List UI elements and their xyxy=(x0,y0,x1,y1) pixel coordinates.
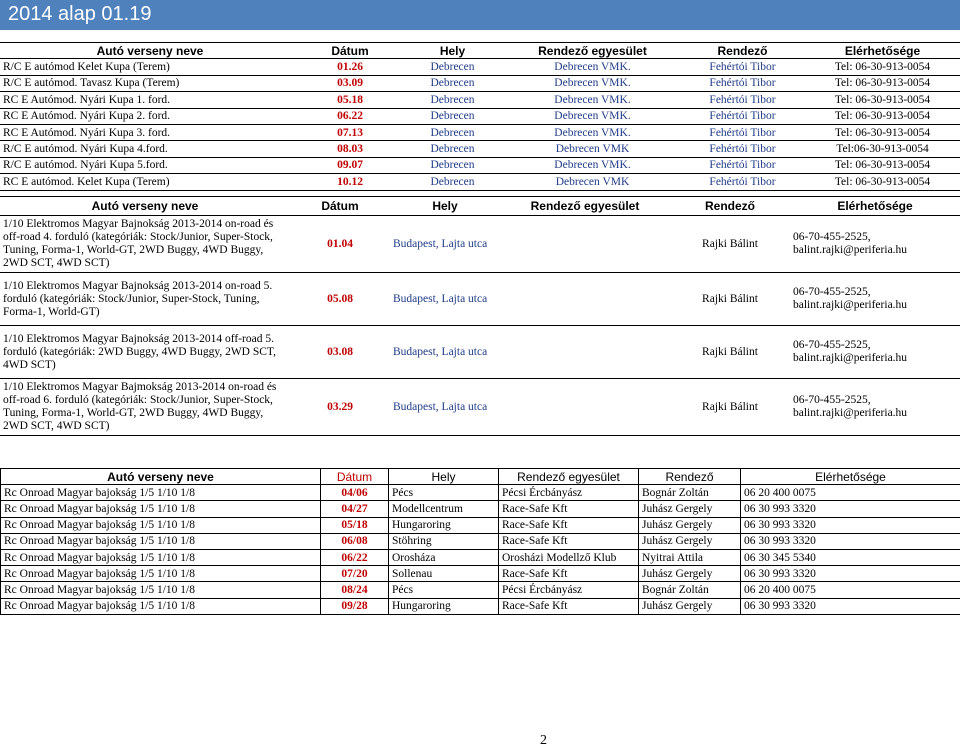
organizer-cell: Rajki Bálint xyxy=(670,379,790,436)
header-contact: Elérhetősége xyxy=(805,43,960,59)
header-date: Dátum xyxy=(321,469,389,485)
organizer-org-cell: Debrecen VMK. xyxy=(505,59,680,75)
event-name-cell: R/C E autómod Kelet Kupa (Terem) xyxy=(0,59,300,75)
header-organizer: Rendező xyxy=(670,197,790,216)
organizer-cell: Fehértói Tibor xyxy=(680,157,805,173)
organizer-cell: Fehértói Tibor xyxy=(680,141,805,157)
header-contact: Elérhetősége xyxy=(741,469,960,485)
table-row xyxy=(0,59,960,75)
organizer-org-cell xyxy=(500,379,670,436)
header-organizer: Rendező xyxy=(680,43,805,59)
events-table-debrecen xyxy=(0,42,960,191)
organizer-org-cell: Race-Safe Kft xyxy=(499,501,639,517)
organizer-org-cell xyxy=(500,273,670,326)
header-event-name: Autó verseny neve xyxy=(0,197,290,216)
header-organizer-org: Rendező egyesület xyxy=(505,43,680,59)
organizer-cell: Juhász Gergely xyxy=(639,501,741,517)
place-cell: Hungaroring xyxy=(389,598,499,614)
header-contact: Elérhetősége xyxy=(790,197,960,216)
place-cell: Budapest, Lajta utca xyxy=(390,379,500,436)
title-bar xyxy=(0,0,960,30)
place-cell: Debrecen xyxy=(400,157,505,173)
organizer-org-cell: Pécsi Ércbányász xyxy=(499,582,639,598)
event-name-cell: Rc Onroad Magyar bajokság 1/5 1/10 1/8 xyxy=(1,582,321,598)
table-row xyxy=(0,141,960,157)
contact-cell: 06-70-455-2525, balint.rajki@periferia.hu xyxy=(790,273,960,326)
table-row xyxy=(0,92,960,108)
table-row xyxy=(1,582,960,598)
place-cell: Pécs xyxy=(389,485,499,501)
table-row xyxy=(0,326,960,379)
place-cell: Debrecen xyxy=(400,174,505,190)
contact-cell: 06 30 993 3320 xyxy=(741,566,960,582)
organizer-cell: Juhász Gergely xyxy=(639,533,741,549)
organizer-org-cell xyxy=(500,216,670,273)
event-name-cell: 1/10 Elektromos Magyar Bajnokság 2013-2014 on-road 5. forduló (kategóriák: Stock/Junior, Super-Stock, Tuning, Forma-1, World-GT) xyxy=(0,273,290,326)
date-cell: 01.04 xyxy=(290,216,390,273)
header-organizer-org: Rendező egyesület xyxy=(500,197,670,216)
date-cell: 08/24 xyxy=(321,582,389,598)
event-name-cell: RC E Autómod. Nyári Kupa 2. ford. xyxy=(0,108,300,124)
event-name-cell: R/C E autómod. Tavasz Kupa (Terem) xyxy=(0,75,300,91)
place-cell: Debrecen xyxy=(400,124,505,140)
header-organizer: Rendező xyxy=(639,469,741,485)
header-date: Dátum xyxy=(290,197,390,216)
table-row xyxy=(1,566,960,582)
header-date: Dátum xyxy=(300,43,400,59)
date-cell: 05.08 xyxy=(290,273,390,326)
date-cell: 07/20 xyxy=(321,566,389,582)
date-cell: 01.26 xyxy=(300,59,400,75)
contact-cell: 06 20 400 0075 xyxy=(741,582,960,598)
place-cell: Debrecen xyxy=(400,59,505,75)
table-row xyxy=(0,174,960,190)
event-name-cell: 1/10 Elektromos Magyar Bajnokság 2013-2014 off-road 5. forduló (kategóriák: 2WD Buggy, 4WD Buggy, 2WD SCT, 4WD SCT) xyxy=(0,326,290,379)
event-name-cell: Rc Onroad Magyar bajokság 1/5 1/10 1/8 xyxy=(1,598,321,614)
header-place: Hely xyxy=(400,43,505,59)
contact-cell: Tel: 06-30-913-0054 xyxy=(805,59,960,75)
date-cell: 06.22 xyxy=(300,108,400,124)
contact-cell: 06 30 345 5340 xyxy=(741,549,960,565)
table-row xyxy=(1,517,960,533)
table-row xyxy=(0,216,960,273)
events-table-onroad xyxy=(0,468,960,615)
organizer-cell: Fehértói Tibor xyxy=(680,92,805,108)
place-cell: Debrecen xyxy=(400,108,505,124)
event-name-cell: Rc Onroad Magyar bajokság 1/5 1/10 1/8 xyxy=(1,485,321,501)
event-name-cell: R/C E autómod. Nyári Kupa 5.ford. xyxy=(0,157,300,173)
contact-cell: 06 30 993 3320 xyxy=(741,517,960,533)
date-cell: 07.13 xyxy=(300,124,400,140)
organizer-org-cell: Debrecen VMK. xyxy=(505,157,680,173)
table-row xyxy=(0,379,960,436)
event-name-cell: Rc Onroad Magyar bajokság 1/5 1/10 1/8 xyxy=(1,549,321,565)
header-event-name: Autó verseny neve xyxy=(1,469,321,485)
place-cell: Sollenau xyxy=(389,566,499,582)
event-name-cell: 1/10 Elektromos Magyar Bajmokság 2013-2014 on-road és off-road 6. forduló (kategóriák: Stock/Junior, Super-Stock, Tuning, Forma-1, World-GT, 2WD Buggy, 4WD Buggy, 2WD SCT, 4WD SCT) xyxy=(0,379,290,436)
organizer-cell: Juhász Gergely xyxy=(639,517,741,533)
table-row xyxy=(0,75,960,91)
place-cell: Hungaroring xyxy=(389,517,499,533)
table-header-row xyxy=(0,43,960,59)
table-row xyxy=(1,501,960,517)
contact-cell: 06 30 993 3320 xyxy=(741,533,960,549)
contact-cell: Tel: 06-30-913-0054 xyxy=(805,157,960,173)
place-cell: Stöhring xyxy=(389,533,499,549)
organizer-org-cell: Race-Safe Kft xyxy=(499,517,639,533)
date-cell: 10.12 xyxy=(300,174,400,190)
date-cell: 09/28 xyxy=(321,598,389,614)
date-cell: 09.07 xyxy=(300,157,400,173)
date-cell: 04/27 xyxy=(321,501,389,517)
organizer-org-cell xyxy=(500,326,670,379)
contact-cell: Tel: 06-30-913-0054 xyxy=(805,92,960,108)
organizer-org-cell: Debrecen VMK. xyxy=(505,108,680,124)
organizer-org-cell: Orosházi Modellző Klub xyxy=(499,549,639,565)
place-cell: Debrecen xyxy=(400,75,505,91)
organizer-cell: Fehértói Tibor xyxy=(680,75,805,91)
event-name-cell: Rc Onroad Magyar bajokság 1/5 1/10 1/8 xyxy=(1,501,321,517)
event-name-cell: RC E Autómod. Nyári Kupa 3. ford. xyxy=(0,124,300,140)
header-event-name: Autó verseny neve xyxy=(0,43,300,59)
header-organizer-org: Rendező egyesület xyxy=(499,469,639,485)
event-name-cell: RC E autómod. Kelet Kupa (Terem) xyxy=(0,174,300,190)
organizer-org-cell: Debrecen VMK. xyxy=(505,124,680,140)
header-place: Hely xyxy=(389,469,499,485)
events-table-elektromos xyxy=(0,196,960,436)
event-name-cell: RC E Autómod. Nyári Kupa 1. ford. xyxy=(0,92,300,108)
organizer-cell: Fehértói Tibor xyxy=(680,124,805,140)
table-row xyxy=(0,108,960,124)
contact-cell: 06-70-455-2525, balint.rajki@periferia.hu xyxy=(790,326,960,379)
contact-cell: Tel: 06-30-913-0054 xyxy=(805,108,960,124)
organizer-org-cell: Pécsi Ércbányász xyxy=(499,485,639,501)
table-row xyxy=(0,273,960,326)
contact-cell: 06 30 993 3320 xyxy=(741,501,960,517)
date-cell: 06/22 xyxy=(321,549,389,565)
contact-cell: 06 20 400 0075 xyxy=(741,485,960,501)
organizer-org-cell: Race-Safe Kft xyxy=(499,533,639,549)
date-cell: 05/18 xyxy=(321,517,389,533)
organizer-cell: Rajki Bálint xyxy=(670,216,790,273)
contact-cell: Tel: 06-30-913-0054 xyxy=(805,75,960,91)
table-header-row xyxy=(1,469,960,485)
table-row xyxy=(0,124,960,140)
organizer-cell: Bognár Zoltán xyxy=(639,485,741,501)
page-number: 2 xyxy=(540,733,547,749)
date-cell: 03.29 xyxy=(290,379,390,436)
organizer-cell: Juhász Gergely xyxy=(639,566,741,582)
contact-cell: Tel: 06-30-913-0054 xyxy=(805,124,960,140)
date-cell: 06/08 xyxy=(321,533,389,549)
event-name-cell: Rc Onroad Magyar bajokság 1/5 1/10 1/8 xyxy=(1,533,321,549)
table-header-row xyxy=(0,197,960,216)
table-row xyxy=(1,598,960,614)
contact-cell: 06-70-455-2525, balint.rajki@periferia.hu xyxy=(790,379,960,436)
date-cell: 03.08 xyxy=(290,326,390,379)
event-name-cell: R/C E autómod. Nyári Kupa 4.ford. xyxy=(0,141,300,157)
date-cell: 08.03 xyxy=(300,141,400,157)
place-cell: Debrecen xyxy=(400,92,505,108)
organizer-org-cell: Debrecen VMK. xyxy=(505,75,680,91)
place-cell: Budapest, Lajta utca xyxy=(390,273,500,326)
contact-cell: Tel: 06-30-913-0054 xyxy=(805,174,960,190)
date-cell: 04/06 xyxy=(321,485,389,501)
place-cell: Budapest, Lajta utca xyxy=(390,216,500,273)
organizer-org-cell: Debrecen VMK xyxy=(505,141,680,157)
organizer-cell: Rajki Bálint xyxy=(670,326,790,379)
table-row xyxy=(1,485,960,501)
contact-cell: 06 30 993 3320 xyxy=(741,598,960,614)
organizer-cell: Fehértói Tibor xyxy=(680,108,805,124)
place-cell: Modellcentrum xyxy=(389,501,499,517)
page-title: 2014 alap 01.19 xyxy=(8,3,151,26)
organizer-cell: Juhász Gergely xyxy=(639,598,741,614)
date-cell: 05.18 xyxy=(300,92,400,108)
header-place: Hely xyxy=(390,197,500,216)
place-cell: Orosháza xyxy=(389,549,499,565)
contact-cell: Tel:06-30-913-0054 xyxy=(805,141,960,157)
event-name-cell: Rc Onroad Magyar bajokság 1/5 1/10 1/8 xyxy=(1,517,321,533)
organizer-org-cell: Race-Safe Kft xyxy=(499,598,639,614)
date-cell: 03.09 xyxy=(300,75,400,91)
organizer-cell: Fehértói Tibor xyxy=(680,59,805,75)
table-row xyxy=(0,157,960,173)
place-cell: Pécs xyxy=(389,582,499,598)
table-row xyxy=(1,533,960,549)
organizer-org-cell: Debrecen VMK. xyxy=(505,92,680,108)
contact-cell: 06-70-455-2525, balint.rajki@periferia.hu xyxy=(790,216,960,273)
event-name-cell: 1/10 Elektromos Magyar Bajnokság 2013-2014 on-road és off-road 4. forduló (kategóriák: Stock/Junior, Super-Stock, Tuning, Forma-1, World-GT, 2WD Buggy, 4WD Buggy, 2WD SCT, 4WD SCT) xyxy=(0,216,290,273)
organizer-cell: Nyitrai Attila xyxy=(639,549,741,565)
event-name-cell: Rc Onroad Magyar bajokság 1/5 1/10 1/8 xyxy=(1,566,321,582)
organizer-cell: Fehértói Tibor xyxy=(680,174,805,190)
organizer-org-cell: Debrecen VMK xyxy=(505,174,680,190)
place-cell: Debrecen xyxy=(400,141,505,157)
organizer-cell: Rajki Bálint xyxy=(670,273,790,326)
table-row xyxy=(1,549,960,565)
organizer-org-cell: Race-Safe Kft xyxy=(499,566,639,582)
place-cell: Budapest, Lajta utca xyxy=(390,326,500,379)
organizer-cell: Bognár Zoltán xyxy=(639,582,741,598)
